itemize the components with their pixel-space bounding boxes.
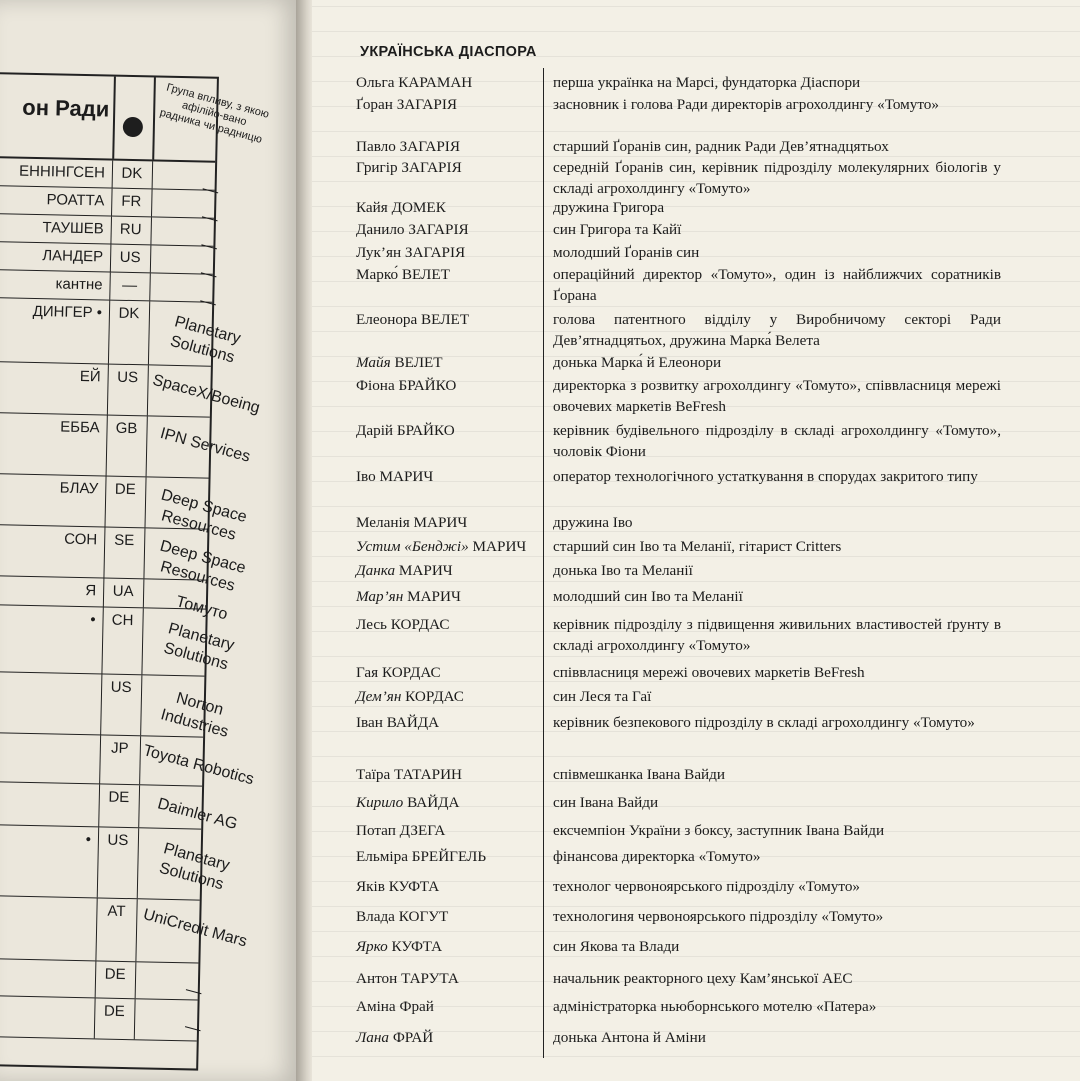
influence-group: — bbox=[182, 1017, 203, 1039]
last-name: БРАЙКО bbox=[396, 422, 455, 439]
person-name bbox=[356, 352, 536, 373]
last-name: ФРАЙ bbox=[392, 1029, 434, 1046]
first-name: Лук’ян bbox=[356, 244, 402, 261]
person-description: начальник реакторного цеху Кам’янської АЕС bbox=[553, 970, 853, 987]
influence-group: — bbox=[198, 264, 219, 285]
council-member-name: РОАТТА bbox=[46, 191, 105, 210]
person-name bbox=[356, 936, 536, 957]
table-row bbox=[0, 413, 252, 479]
last-name: ТАРУТА bbox=[401, 970, 459, 987]
last-name: ЗАГАРІЯ bbox=[404, 244, 466, 261]
table-row bbox=[0, 782, 240, 834]
table-body bbox=[0, 158, 262, 1042]
person-name bbox=[356, 586, 536, 607]
person-name bbox=[356, 1027, 536, 1048]
person-name bbox=[356, 157, 536, 178]
person-description: керівник будівельного підрозділу в складі агрохолдингу «Томуто», чоловік Фіони bbox=[553, 422, 1001, 460]
last-name: МАРИЧ bbox=[407, 588, 461, 605]
council-member-name: СОН bbox=[64, 530, 98, 549]
person-description: син Івана Вайди bbox=[553, 794, 659, 811]
influence-group: Toyota Robotics bbox=[141, 742, 256, 789]
first-name: Влада bbox=[356, 908, 395, 925]
last-name: ЗАГАРІЯ bbox=[408, 221, 469, 238]
first-name: Іво bbox=[356, 468, 376, 485]
table-row bbox=[0, 996, 203, 1042]
country-code: FR bbox=[121, 192, 142, 211]
first-name: Кирило bbox=[356, 794, 404, 811]
person-name bbox=[356, 309, 536, 330]
council-member-name: ЛАНДЕР bbox=[42, 247, 104, 266]
person-description: технолог червоноярського підрозділу «Томуто» bbox=[553, 878, 861, 895]
first-name: Ельміра bbox=[356, 848, 408, 865]
person-description: адміністраторка ньюборнського мотелю «Патера» bbox=[553, 998, 877, 1015]
last-name: КОРДАС bbox=[405, 688, 464, 705]
council-member-name: • bbox=[85, 831, 92, 849]
person-description: операційний директор «Томуто», один із найближчих соратників Ґорана bbox=[553, 266, 1001, 304]
council-member-name: Я bbox=[85, 582, 97, 600]
first-name: Устим «Бенджі» bbox=[356, 538, 469, 555]
first-name: Мар’ян bbox=[356, 588, 404, 605]
influence-group: Томуто bbox=[174, 593, 230, 624]
influence-group: Norton Industries bbox=[158, 689, 231, 741]
country-code: DK bbox=[118, 304, 140, 323]
last-name: ВАЙДА bbox=[407, 794, 460, 811]
council-member-name: • bbox=[90, 611, 96, 629]
person-description: дружина Григора bbox=[553, 199, 665, 216]
first-name: Потап bbox=[356, 822, 396, 839]
last-name: КУФТА bbox=[388, 878, 440, 895]
first-name: Лана bbox=[356, 1029, 390, 1046]
person-description: донька Іво та Меланії bbox=[553, 562, 693, 579]
council-member-name: БЛАУ bbox=[59, 479, 99, 498]
globe-icon bbox=[123, 117, 143, 137]
first-name: Лесь bbox=[356, 616, 387, 633]
last-name: БРАЙКО bbox=[398, 377, 457, 394]
person-name bbox=[356, 219, 536, 240]
last-name: МАРИЧ bbox=[398, 562, 453, 579]
person-description: засновник і голова Ради директорів агрохолдингу «Томуто» bbox=[553, 96, 939, 113]
country-code: DE bbox=[114, 480, 136, 499]
influence-group: IPN Services bbox=[158, 424, 252, 466]
person-description: фінансова директорка «Томуто» bbox=[553, 848, 761, 865]
person-name bbox=[356, 846, 536, 867]
person-description: перша українка на Марсі, фундаторка Діаспори bbox=[553, 74, 861, 91]
first-name: Антон bbox=[356, 970, 398, 987]
first-name: Марко́ bbox=[356, 266, 399, 283]
column-divider bbox=[543, 68, 544, 1058]
country-code: AT bbox=[107, 902, 126, 921]
person-name bbox=[356, 614, 536, 635]
person-description: донька Антона й Аміни bbox=[553, 1029, 706, 1046]
council-member-name: ЕННІНГСЕН bbox=[18, 162, 106, 182]
last-name: ЗАГАРІЯ bbox=[401, 159, 462, 176]
country-code: US bbox=[117, 368, 139, 387]
person-name bbox=[356, 264, 536, 285]
last-name: ДЗЕГА bbox=[399, 822, 446, 839]
last-name: КОГУТ bbox=[398, 908, 449, 925]
person-description: син Якова та Влади bbox=[553, 938, 680, 955]
person-description: оператор технологічного устаткування в спорудах закритого типу bbox=[553, 468, 978, 485]
person-name bbox=[356, 512, 536, 533]
table-row bbox=[0, 959, 204, 1002]
country-code: GB bbox=[115, 419, 138, 438]
first-name: Ґоран bbox=[356, 96, 393, 113]
influence-group: SpaceX/Boeing bbox=[150, 371, 262, 417]
first-name: Фіона bbox=[356, 377, 395, 394]
first-name: Аміна bbox=[356, 998, 396, 1015]
influence-group: Deep Space Resources bbox=[159, 486, 249, 544]
first-name: Яків bbox=[356, 878, 385, 895]
last-name: ВЕЛЕТ bbox=[394, 354, 443, 371]
person-description: технологиня червоноярського підрозділу «Томуто» bbox=[553, 908, 884, 925]
person-name bbox=[356, 876, 536, 897]
country-code: — bbox=[121, 276, 138, 295]
person-name bbox=[356, 136, 536, 157]
person-description: співвласниця мережі овочевих маркетів BeFresh bbox=[553, 664, 865, 681]
influence-group: — bbox=[199, 208, 220, 229]
country-code: DE bbox=[108, 788, 130, 807]
first-name: Елеонора bbox=[356, 311, 418, 328]
person-description: молодший Ґоранів син bbox=[553, 244, 700, 261]
header-influence-group: Група впливу, з якою афілійо-вано радника чи радницю bbox=[158, 81, 271, 146]
header-council-name: он Ради bbox=[22, 94, 110, 122]
first-name: Кайя bbox=[356, 199, 388, 216]
person-description: середній Ґоранів син, керівник підрозділу молекулярних біологів у складі агрохолдингу «Томуто» bbox=[553, 159, 1001, 197]
table-row bbox=[0, 362, 262, 418]
person-description: директорка з розвитку агрохолдингу «Томуто», співвласниця мережі овочевих маркетів BeFresh bbox=[553, 377, 1001, 415]
last-name: КОРДАС bbox=[381, 664, 441, 681]
last-name: МАРИЧ bbox=[472, 538, 527, 555]
country-code: UA bbox=[112, 582, 134, 601]
person-name bbox=[356, 906, 536, 927]
person-description: голова патентного відділу у Виробничому секторі Ради Дев’ятнадцятьох, дружина Марка́ Велета bbox=[553, 311, 1001, 349]
influence-group: — bbox=[200, 180, 221, 201]
country-code: CH bbox=[111, 611, 134, 630]
last-name: ЗАГАРІЯ bbox=[399, 138, 460, 155]
council-member-name: ЕББА bbox=[60, 418, 100, 437]
last-name: МАРИЧ bbox=[413, 514, 468, 531]
person-name bbox=[356, 420, 536, 441]
person-description: керівник безпекового підрозділу в складі агрохолдингу «Томуто» bbox=[553, 714, 975, 731]
person-description: співмешканка Івана Вайди bbox=[553, 766, 726, 783]
person-name bbox=[356, 996, 536, 1017]
first-name: Павло bbox=[356, 138, 396, 155]
person-name bbox=[356, 375, 536, 396]
first-name: Майя bbox=[356, 354, 391, 371]
last-name: КОРДАС bbox=[390, 616, 450, 633]
person-name bbox=[356, 197, 536, 218]
council-member-name: ТАУШЕВ bbox=[42, 219, 104, 238]
last-name: ТАТАРИН bbox=[394, 766, 463, 783]
country-code: DE bbox=[103, 1002, 125, 1021]
country-code: DK bbox=[121, 164, 143, 183]
person-name bbox=[356, 560, 536, 581]
person-description: ексчемпіон України з боксу, заступник Івана Вайди bbox=[553, 822, 885, 839]
last-name: ВЕЛЕТ bbox=[401, 266, 450, 283]
last-name: МАРИЧ bbox=[379, 468, 434, 485]
last-name: ВАЙДА bbox=[386, 714, 440, 731]
person-name bbox=[356, 72, 536, 93]
table-row bbox=[0, 672, 231, 741]
person-description: керівник підрозділу з підвищення живильних властивостей ґрунту в складі агрохолдингу «Томуто» bbox=[553, 616, 1001, 654]
first-name: Дарій bbox=[356, 422, 394, 439]
country-code: US bbox=[107, 831, 129, 850]
country-code: DE bbox=[104, 965, 126, 984]
person-description: старший Ґоранів син, радник Ради Дев’ятнадцятьох bbox=[553, 138, 889, 155]
person-description: син Леся та Гаї bbox=[553, 688, 652, 705]
first-name: Данка bbox=[356, 562, 396, 579]
council-member-name: ДИНГЕР • bbox=[32, 302, 103, 322]
person-name bbox=[356, 686, 536, 707]
person-name bbox=[356, 820, 536, 841]
first-name: Таїра bbox=[356, 766, 391, 783]
country-code: SE bbox=[114, 531, 135, 550]
person-description: донька Марка́ й Елеонори bbox=[553, 354, 722, 371]
section-title: УКРАЇНСЬКА ДІАСПОРА bbox=[360, 44, 537, 60]
influence-group: Planetary Solutions bbox=[157, 840, 232, 894]
table-row bbox=[0, 733, 256, 789]
table-header bbox=[0, 74, 271, 163]
person-name bbox=[356, 968, 536, 989]
council-member-name: кантне bbox=[55, 275, 103, 294]
first-name: Ольга bbox=[356, 74, 395, 91]
last-name: Фрай bbox=[399, 998, 434, 1015]
last-name: КУФТА bbox=[391, 938, 443, 955]
country-code: US bbox=[119, 248, 141, 267]
left-page bbox=[0, 0, 300, 1081]
first-name: Ярко bbox=[356, 938, 388, 955]
influence-group: UniCredit Mars bbox=[141, 906, 249, 951]
first-name: Данило bbox=[356, 221, 405, 238]
influence-group: — bbox=[198, 292, 219, 313]
influence-group: Planetary Solutions bbox=[168, 313, 243, 367]
last-name: ЗАГАРІЯ bbox=[396, 96, 458, 113]
first-name: Дем’ян bbox=[356, 688, 402, 705]
first-name: Іван bbox=[356, 714, 383, 731]
table-row bbox=[0, 298, 243, 367]
country-code: RU bbox=[119, 220, 142, 239]
last-name: БРЕЙГЕЛЬ bbox=[411, 848, 487, 865]
table-row bbox=[0, 896, 249, 964]
first-name: Гая bbox=[356, 664, 379, 681]
person-name bbox=[356, 466, 536, 487]
influence-group: Deep Space Resources bbox=[158, 537, 248, 595]
first-name: Григір bbox=[356, 159, 398, 176]
council-member-name: ЕЙ bbox=[79, 367, 101, 386]
first-name: Меланія bbox=[356, 514, 410, 531]
person-description: молодший син Іво та Меланії bbox=[553, 588, 743, 605]
person-name bbox=[356, 94, 536, 115]
influence-group: — bbox=[199, 236, 220, 257]
influence-group: Planetary Solutions bbox=[161, 620, 236, 674]
person-name bbox=[356, 712, 536, 733]
person-name bbox=[356, 764, 536, 785]
person-name bbox=[356, 536, 536, 557]
country-code: JP bbox=[110, 739, 129, 758]
influence-group: Daimler AG bbox=[155, 795, 240, 834]
person-description: дружина Іво bbox=[553, 514, 633, 531]
person-description: син Григора та Кайї bbox=[553, 221, 682, 238]
last-name: КАРАМАН bbox=[398, 74, 473, 91]
table-row bbox=[0, 825, 232, 901]
council-table bbox=[0, 72, 271, 1071]
person-name bbox=[356, 242, 536, 263]
person-description: старший син Іво та Меланії, гітарист Critters bbox=[553, 538, 842, 555]
person-name bbox=[356, 792, 536, 813]
person-name bbox=[356, 662, 536, 683]
influence-group: — bbox=[183, 980, 204, 1002]
last-name: ДОМЕК bbox=[391, 199, 446, 216]
country-code: US bbox=[110, 678, 132, 697]
right-page bbox=[312, 0, 1080, 1081]
last-name: ВЕЛЕТ bbox=[421, 311, 470, 328]
